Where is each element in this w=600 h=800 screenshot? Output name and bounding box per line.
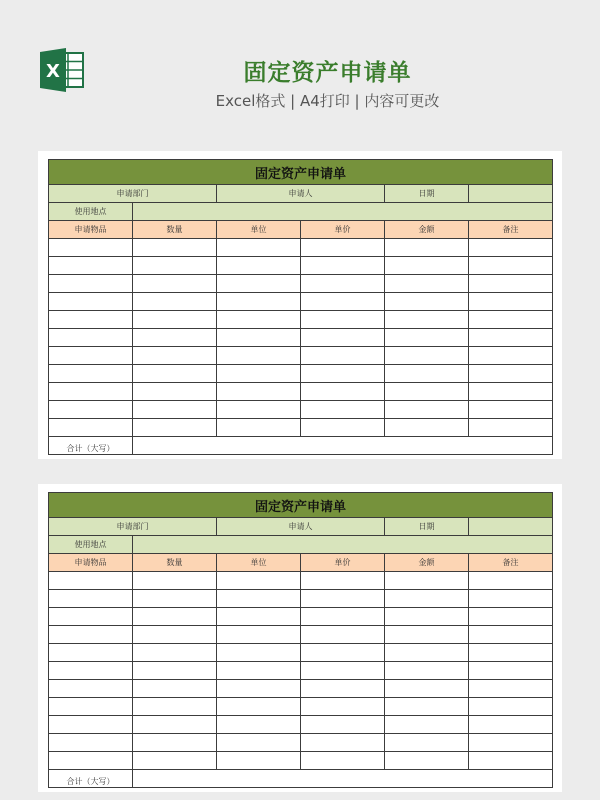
- table-row: [49, 590, 553, 608]
- date-label: 日期: [385, 518, 469, 536]
- cell-item[interactable]: [49, 311, 133, 329]
- applicant-label: 申请人: [217, 185, 385, 203]
- cell-item[interactable]: [49, 347, 133, 365]
- table-row: [49, 311, 553, 329]
- page-subtitle: Excel格式 | A4打印 | 内容可更改: [215, 92, 440, 110]
- cell-amount[interactable]: [385, 347, 469, 365]
- cell-unit-price[interactable]: [301, 734, 385, 752]
- cell-item[interactable]: [49, 608, 133, 626]
- cell-quantity[interactable]: [133, 347, 217, 365]
- cell-unit[interactable]: [217, 257, 301, 275]
- table-row: [49, 401, 553, 419]
- col-header-remarks: 备注: [469, 221, 553, 239]
- cell-quantity[interactable]: [133, 626, 217, 644]
- cell-amount[interactable]: [385, 293, 469, 311]
- table-row: [49, 680, 553, 698]
- cell-item[interactable]: [49, 752, 133, 770]
- cell-amount[interactable]: [385, 275, 469, 293]
- cell-item[interactable]: [49, 644, 133, 662]
- cell-remarks[interactable]: [469, 716, 553, 734]
- cell-remarks[interactable]: [469, 734, 553, 752]
- page-title: 固定资产申请单: [243, 60, 412, 86]
- table-row: [49, 572, 553, 590]
- table-row: [49, 626, 553, 644]
- cell-unit[interactable]: [217, 626, 301, 644]
- table-row: [49, 293, 553, 311]
- cell-item[interactable]: [49, 662, 133, 680]
- cell-quantity[interactable]: [133, 293, 217, 311]
- cell-unit-price[interactable]: [301, 608, 385, 626]
- cell-unit-price[interactable]: [301, 329, 385, 347]
- cell-remarks[interactable]: [469, 644, 553, 662]
- cell-remarks[interactable]: [469, 347, 553, 365]
- cell-unit[interactable]: [217, 311, 301, 329]
- table-row: [49, 716, 553, 734]
- table-row: [49, 257, 553, 275]
- sheet-preview-1: [38, 151, 562, 459]
- cell-remarks[interactable]: [469, 680, 553, 698]
- cell-unit-price[interactable]: [301, 644, 385, 662]
- cell-unit-price[interactable]: [301, 401, 385, 419]
- col-header-unit-price: 单价: [301, 221, 385, 239]
- asset-request-form: [48, 492, 553, 788]
- cell-quantity[interactable]: [133, 365, 217, 383]
- cell-amount[interactable]: [385, 626, 469, 644]
- col-header-amount: 金额: [385, 554, 469, 572]
- cell-remarks[interactable]: [469, 365, 553, 383]
- cell-quantity[interactable]: [133, 698, 217, 716]
- cell-amount[interactable]: [385, 401, 469, 419]
- cell-remarks[interactable]: [469, 275, 553, 293]
- cell-remarks[interactable]: [469, 662, 553, 680]
- date-value-cell[interactable]: [469, 518, 553, 536]
- cell-unit[interactable]: [217, 752, 301, 770]
- cell-unit[interactable]: [217, 698, 301, 716]
- cell-quantity[interactable]: [133, 275, 217, 293]
- cell-quantity[interactable]: [133, 329, 217, 347]
- cell-unit[interactable]: [217, 239, 301, 257]
- cell-unit-price[interactable]: [301, 347, 385, 365]
- total-value-cell[interactable]: [133, 770, 553, 788]
- cell-quantity[interactable]: [133, 680, 217, 698]
- cell-unit-price[interactable]: [301, 752, 385, 770]
- col-header-quantity: 数量: [133, 221, 217, 239]
- cell-unit-price[interactable]: [301, 293, 385, 311]
- cell-quantity[interactable]: [133, 752, 217, 770]
- cell-unit-price[interactable]: [301, 698, 385, 716]
- cell-unit-price[interactable]: [301, 662, 385, 680]
- cell-item[interactable]: [49, 626, 133, 644]
- date-label: 日期: [385, 185, 469, 203]
- cell-amount[interactable]: [385, 311, 469, 329]
- cell-quantity[interactable]: [133, 572, 217, 590]
- cell-item[interactable]: [49, 572, 133, 590]
- sheet-preview-2: [38, 484, 562, 792]
- cell-unit-price[interactable]: [301, 365, 385, 383]
- table-row: [49, 365, 553, 383]
- table-row: [49, 752, 553, 770]
- cell-unit[interactable]: [217, 644, 301, 662]
- cell-quantity[interactable]: [133, 644, 217, 662]
- cell-item[interactable]: [49, 239, 133, 257]
- cell-remarks[interactable]: [469, 572, 553, 590]
- cell-remarks[interactable]: [469, 698, 553, 716]
- cell-quantity[interactable]: [133, 734, 217, 752]
- location-label: 使用地点: [49, 203, 133, 221]
- cell-quantity[interactable]: [133, 383, 217, 401]
- cell-remarks[interactable]: [469, 608, 553, 626]
- cell-amount[interactable]: [385, 239, 469, 257]
- total-label: 合计（大写）: [49, 770, 133, 788]
- table-row: [49, 662, 553, 680]
- cell-item[interactable]: [49, 329, 133, 347]
- cell-amount[interactable]: [385, 365, 469, 383]
- cell-quantity[interactable]: [133, 590, 217, 608]
- cell-amount[interactable]: [385, 716, 469, 734]
- cell-quantity[interactable]: [133, 311, 217, 329]
- cell-unit-price[interactable]: [301, 590, 385, 608]
- date-value-cell[interactable]: [469, 185, 553, 203]
- cell-unit-price[interactable]: [301, 572, 385, 590]
- cell-remarks[interactable]: [469, 383, 553, 401]
- cell-unit[interactable]: [217, 419, 301, 437]
- total-value-cell[interactable]: [133, 437, 553, 455]
- cell-item[interactable]: [49, 419, 133, 437]
- table-row: [49, 239, 553, 257]
- col-header-unit: 单位: [217, 221, 301, 239]
- cell-amount[interactable]: [385, 383, 469, 401]
- cell-amount[interactable]: [385, 662, 469, 680]
- asset-request-form: [48, 159, 553, 455]
- cell-item[interactable]: [49, 698, 133, 716]
- cell-quantity[interactable]: [133, 419, 217, 437]
- cell-item[interactable]: [49, 275, 133, 293]
- cell-amount[interactable]: [385, 608, 469, 626]
- col-header-item: 申请物品: [49, 554, 133, 572]
- col-header-unit: 单位: [217, 554, 301, 572]
- table-row: [49, 383, 553, 401]
- cell-item[interactable]: [49, 590, 133, 608]
- cell-amount[interactable]: [385, 734, 469, 752]
- table-row: [49, 347, 553, 365]
- cell-remarks[interactable]: [469, 293, 553, 311]
- cell-remarks[interactable]: [469, 239, 553, 257]
- cell-remarks[interactable]: [469, 419, 553, 437]
- cell-remarks[interactable]: [469, 257, 553, 275]
- cell-item[interactable]: [49, 257, 133, 275]
- cell-unit[interactable]: [217, 590, 301, 608]
- applicant-label: 申请人: [217, 518, 385, 536]
- cell-amount[interactable]: [385, 590, 469, 608]
- col-header-quantity: 数量: [133, 554, 217, 572]
- table-row: [49, 419, 553, 437]
- dept-label: 申请部门: [49, 518, 217, 536]
- table-row: [49, 275, 553, 293]
- table-row: [49, 698, 553, 716]
- cell-quantity[interactable]: [133, 716, 217, 734]
- total-label: 合计（大写）: [49, 437, 133, 455]
- cell-unit-price[interactable]: [301, 311, 385, 329]
- cell-quantity[interactable]: [133, 257, 217, 275]
- cell-unit[interactable]: [217, 347, 301, 365]
- cell-unit-price[interactable]: [301, 680, 385, 698]
- cell-amount[interactable]: [385, 572, 469, 590]
- cell-unit[interactable]: [217, 329, 301, 347]
- cell-unit[interactable]: [217, 275, 301, 293]
- table-row: [49, 608, 553, 626]
- location-label: 使用地点: [49, 536, 133, 554]
- cell-unit-price[interactable]: [301, 275, 385, 293]
- cell-quantity[interactable]: [133, 239, 217, 257]
- cell-amount[interactable]: [385, 257, 469, 275]
- cell-unit[interactable]: [217, 383, 301, 401]
- cell-amount[interactable]: [385, 680, 469, 698]
- form-title: 固定资产申请单: [49, 493, 553, 518]
- cell-unit[interactable]: [217, 680, 301, 698]
- cell-quantity[interactable]: [133, 401, 217, 419]
- cell-unit[interactable]: [217, 572, 301, 590]
- col-header-amount: 金额: [385, 221, 469, 239]
- cell-amount[interactable]: [385, 329, 469, 347]
- excel-icon-letter: X: [46, 61, 60, 82]
- table-row: [49, 734, 553, 752]
- cell-remarks[interactable]: [469, 752, 553, 770]
- cell-remarks[interactable]: [469, 401, 553, 419]
- cell-remarks[interactable]: [469, 590, 553, 608]
- cell-amount[interactable]: [385, 752, 469, 770]
- cell-unit[interactable]: [217, 608, 301, 626]
- cell-remarks[interactable]: [469, 626, 553, 644]
- cell-item[interactable]: [49, 383, 133, 401]
- cell-amount[interactable]: [385, 419, 469, 437]
- page-header: [0, 0, 600, 140]
- cell-unit-price[interactable]: [301, 716, 385, 734]
- cell-unit[interactable]: [217, 365, 301, 383]
- cell-unit-price[interactable]: [301, 239, 385, 257]
- location-value-cell[interactable]: [133, 203, 553, 221]
- cell-unit[interactable]: [217, 293, 301, 311]
- cell-item[interactable]: [49, 401, 133, 419]
- cell-amount[interactable]: [385, 698, 469, 716]
- cell-unit[interactable]: [217, 662, 301, 680]
- cell-unit-price[interactable]: [301, 257, 385, 275]
- dept-label: 申请部门: [49, 185, 217, 203]
- cell-quantity[interactable]: [133, 608, 217, 626]
- table-row: [49, 329, 553, 347]
- cell-item[interactable]: [49, 716, 133, 734]
- table-row: [49, 644, 553, 662]
- cell-unit-price[interactable]: [301, 383, 385, 401]
- col-header-remarks: 备注: [469, 554, 553, 572]
- cell-remarks[interactable]: [469, 311, 553, 329]
- cell-item[interactable]: [49, 293, 133, 311]
- form-title: 固定资产申请单: [49, 160, 553, 185]
- cell-remarks[interactable]: [469, 329, 553, 347]
- cell-unit[interactable]: [217, 401, 301, 419]
- location-value-cell[interactable]: [133, 536, 553, 554]
- cell-unit[interactable]: [217, 734, 301, 752]
- cell-unit-price[interactable]: [301, 626, 385, 644]
- cell-unit-price[interactable]: [301, 419, 385, 437]
- cell-quantity[interactable]: [133, 662, 217, 680]
- cell-item[interactable]: [49, 680, 133, 698]
- cell-unit[interactable]: [217, 716, 301, 734]
- cell-item[interactable]: [49, 365, 133, 383]
- col-header-item: 申请物品: [49, 221, 133, 239]
- cell-amount[interactable]: [385, 644, 469, 662]
- cell-item[interactable]: [49, 734, 133, 752]
- col-header-unit-price: 单价: [301, 554, 385, 572]
